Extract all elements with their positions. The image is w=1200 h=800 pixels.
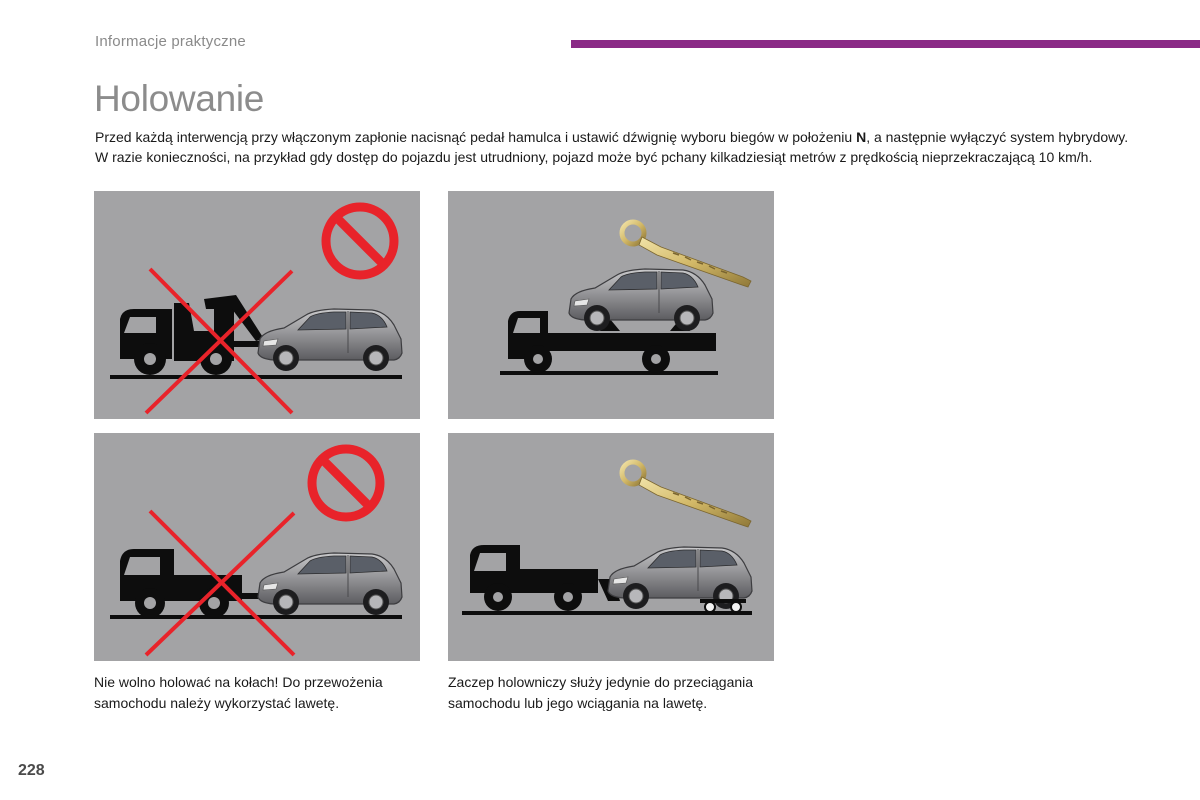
figure-tow-truck-lift-prohibited xyxy=(94,191,420,419)
figure-flatbed-allowed xyxy=(448,191,774,419)
gear-position-n: N xyxy=(856,129,867,145)
illustration xyxy=(448,191,774,419)
tow-truck xyxy=(470,545,620,611)
page-number: 228 xyxy=(18,762,45,779)
intro-text xyxy=(95,128,1155,167)
intro-text-part: Przed każdą interwencją przy włączonym zapłonie nacisnąć pedał hamulca i ustawić dźwignię wyboru biegów w położeniu xyxy=(95,129,857,145)
prohibition-icon xyxy=(326,207,394,275)
caption-prohibited-towing: Nie wolno holować na kołach! Do przewożenia samochodu należy wykorzystać lawetę. xyxy=(94,674,383,711)
section-label: Informacje praktyczne xyxy=(95,33,246,50)
car xyxy=(569,269,713,331)
towing-eye-icon xyxy=(622,462,751,527)
car xyxy=(258,553,402,615)
intro-paragraph-1 xyxy=(95,128,1155,148)
caption-towing-eye: Zaczep holowniczy służy jedynie do przeciągania samochodu lub jego wciągania na lawetę. xyxy=(448,674,754,711)
illustration xyxy=(94,191,420,419)
intro-paragraph-2: W razie konieczności, na przykład gdy dostęp do pojazdu jest utrudniony, pojazd może być pchany kilkadziesiąt metrów z prędkością nieprzekraczającą 10 km/h. xyxy=(95,148,1093,165)
illustration xyxy=(448,433,774,661)
page-title: Holowanie xyxy=(94,78,265,119)
figure-wheel-lift-prohibited xyxy=(94,433,420,661)
illustration xyxy=(94,433,420,661)
header-accent-bar xyxy=(571,40,1200,48)
figure-dolly-allowed xyxy=(448,433,774,661)
prohibition-icon xyxy=(312,449,380,517)
car xyxy=(258,309,402,371)
intro-text-part: , a następnie wyłączyć system hybrydowy. xyxy=(866,129,1129,145)
